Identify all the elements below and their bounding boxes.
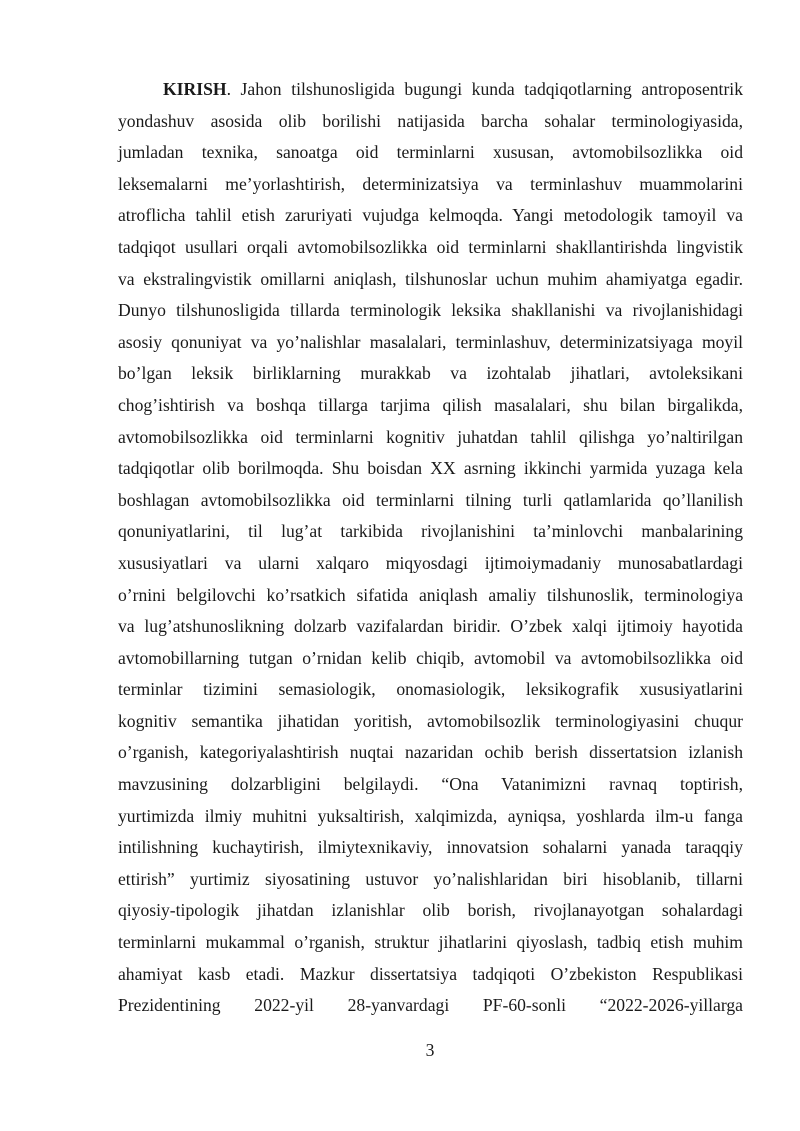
text-line: terminlar tizimini semasiologik, onomasiologik, leksikografik xususiyatlarini [118, 679, 743, 700]
text-line: ahamiyat kasb etadi. Mazkur dissertatsiya tadqiqoti O’zbekiston Respublikasi [118, 963, 743, 984]
text-line-content: . Jahon tilshunosligida bugungi kunda tadqiqotlarning antroposentrik [226, 79, 743, 99]
text-line: avtomobillarning tutgan o’rnidan kelib chiqib, avtomobil va avtomobilsozlikka oid [118, 647, 743, 668]
text-line: tadqiqot usullari orqali avtomobilsozlikka oid terminlarni shakllantirishda lingvistik [118, 236, 743, 257]
text-line: kognitiv semantika jihatidan yoritish, avtomobilsozlik terminologiyasini chuqur [118, 710, 743, 731]
text-line: jumladan texnika, sanoatga oid terminlarni xususan, avtomobilsozlikka oid [118, 142, 743, 163]
text-line: chog’ishtirish va boshqa tillarga tarjima qilish masalalari, shu bilan birgalikda, [118, 394, 743, 415]
text-line: Dunyo tilshunosligida tillarda terminologik leksika shakllanishi va rivojlanishidagi [118, 300, 743, 321]
text-line: qiyosiy-tipologik jihatdan izlanishlar olib borish, rivojlanayotgan sohalardagi [118, 900, 743, 921]
text-line: o’rganish, kategoriyalashtirish nuqtai nazaridan ochib berish dissertatsion izlanish [118, 742, 743, 763]
text-line: tadqiqotlar olib borilmoqda. Shu boisdan XX asrning ikkinchi yarmida yuzaga kela [118, 458, 743, 479]
text-line: avtomobilsozlikka oid terminlarni kognitiv juhatdan tahlil qilishga yo’naltirilgan [118, 426, 743, 447]
text-line: va ekstralingvistik omillarni aniqlash, tilshunoslar uchun muhim ahamiyatga egadir. [118, 268, 743, 289]
text-line [118, 74, 743, 106]
page-number: 3 [425, 1040, 435, 1060]
text-line: boshlagan avtomobilsozlikka oid terminlarni tilning turli qatlamlarida qo’llanilish [118, 489, 743, 510]
text-line: xususiyatlari va ularni xalqaro miqyosdagi ijtimoiymadaniy munosabatlardagi [118, 552, 743, 573]
text-line: atroflicha tahlil etish zaruriyati vujudga kelmoqda. Yangi metodologik tamoyil va [118, 205, 743, 226]
body-text [118, 74, 743, 1022]
text-line: terminlarni mukammal o’rganish, struktur jihatlarini qiyoslash, tadbiq etish muhim [118, 932, 743, 953]
text-line: asosiy qonuniyat va yo’nalishlar masalalari, terminlashuv, determinizatsiyaga moyil [118, 331, 743, 352]
text-line: ettirish” yurtimiz siyosatining ustuvor yo’nalishlaridan biri hisoblanib, tillarni [118, 868, 743, 889]
text-line: bo’lgan leksik birliklarning murakkab va izohtalab jihatlari, avtoleksikani [118, 363, 743, 384]
text-line: yondashuv asosida olib borilishi natijasida barcha sohalar terminologiyasida, [118, 110, 743, 131]
text-line: mavzusining dolzarbligini belgilaydi. “Ona Vatanimizni ravnaq toptirish, [118, 774, 743, 795]
text-line: intilishning kuchaytirish, ilmiytexnikaviy, innovatsion sohalarni yanada taraqqiy [118, 837, 743, 858]
text-line: leksemalarni me’yorlashtirish, determinizatsiya va terminlashuv muammolarini [118, 173, 743, 194]
text-line: va lug’atshunoslikning dolzarb vazifalardan biridir. O’zbek xalqi ijtimoiy hayotida [118, 616, 743, 637]
text-line: qonuniyatlarini, til lug’at tarkibida rivojlanishini ta’minlovchi manbalarining [118, 521, 743, 542]
text-line: o’rnini belgilovchi ko’rsatkich sifatida aniqlash amaliy tilshunoslik, terminologiya [118, 584, 743, 605]
text-line: Prezidentining 2022-yil 28-yanvardagi PF-60-sonli “2022-2026-yillarga [118, 995, 743, 1016]
section-heading: KIRISH [163, 79, 227, 99]
text-line: yurtimizda ilmiy muhitni yuksaltirish, xalqimizda, ayniqsa, yoshlarda ilm-u fanga [118, 805, 743, 826]
